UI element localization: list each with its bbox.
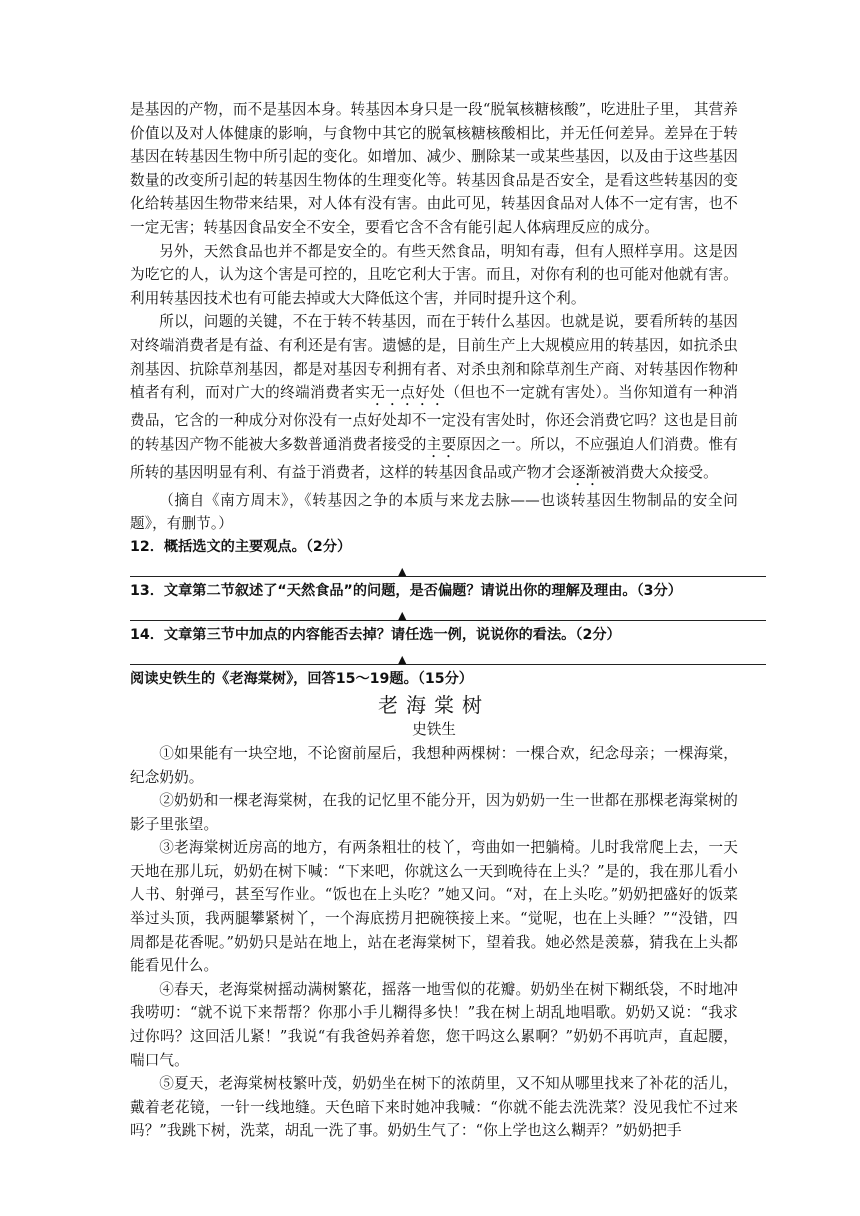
- passage-text: （但也不一定就有害处）。当你知道有一种消费品，它含的一种成分对你没有一点好处却不一定没有害处时，你还会消费它吗？这也是目前的转基因产物不能被大多数普通消费者接受的: [130, 384, 738, 453]
- answer-marker: ▲: [398, 652, 407, 666]
- article-title: 老海棠树: [378, 692, 490, 717]
- passage-paragraph-1: 是基因的产物，而不是基因本身。转基因本身只是一段“脱氧核糖核酸”，吃进肚子里， 其营养价值以及对人体健康的影响，与食物中其它的脱氧核糖核酸相比，并无任何差异。差异在于转基因在转基因生物中所引起的变化。如增加、减少、删除某一或某些基因，以及由于这些基因数量的改变所引起的转基因生物体的生理变化等。转基因食品是否安全，是看这些转基因的变化给转基因生物带来结果，对人体有没有害。由此可见，转基因食品对人体不一定有害，也不一定无害；转基因食品安全不安全，要看它含不含有能引起人体病理反应的成分。: [130, 101, 738, 236]
- article-author: 史铁生: [412, 720, 456, 738]
- question-12: 12．概括选文的主要观点。（2分）: [130, 538, 352, 555]
- answer-line: [130, 558, 738, 580]
- answer-marker: ▲: [398, 608, 407, 622]
- dotted-phrase: 逐渐: [570, 463, 601, 481]
- question-13: 13．文章第二节叙述了“天然食品”的问题，是否偏题？请说出你的理解及理由。（3分）: [130, 582, 682, 599]
- article-paragraph-4: ④春天，老海棠树摇动满树繁花，摇落一地雪似的花瓣。奶奶坐在树下糊纸袋，不时地冲我唠叨：“就不说下来帮帮？你那小手儿糊得多快！”我在树上胡乱地唱歌。奶奶又说：“我求过你吗？这回活儿紧！”我说“有我爸妈养着您，您干吗这么累啊？”奶奶不再吭声，直起腰，喘口气。: [130, 980, 738, 1069]
- answer-line: [130, 602, 738, 624]
- reading-instruction: 阅读史铁生的《老海棠树》，回答15～19题。（15分）: [130, 670, 473, 687]
- article-paragraph-3: ③老海棠树近房高的地方，有两条粗壮的枝丫，弯曲如一把躺椅。儿时我常爬上去，一天天地在那儿玩，奶奶在树下喊：“下来吧，你就这么一天到晚待在上头？”是的，我在那儿看小人书、射弹弓，甚至写作业。“饭也在上头吃？”她又问。“对，在上头吃。”奶奶把盛好的饭菜举过头顶，我两腿攀紧树丫，一个海底捞月把碗筷接上来。“觉呢，也在上头睡？”“没错，四周都是花香呢。”奶奶只是站在地上，站在老海棠树下，望着我。她必然是羡慕，猜我在上头都能看见什么。: [130, 839, 738, 975]
- answer-marker: ▲: [398, 564, 407, 578]
- passage-text: 所以，问题的关键，不在于转不转基因，而在于转什么基因。也就是说，要看所转的基因对终端消费者是有益、有利还是有害。遗憾的是，目前生产上大规模应用的转基因，如抗杀虫剂基因、抗除草剂基因，都是对基因专利拥有者、对杀虫剂和除草剂生产商、对转基因作物种植者有利，而对广大的终端消费者实: [130, 313, 738, 402]
- document-page: [130, 98, 738, 1143]
- passage-text: 被消费大众接受。: [600, 463, 718, 481]
- passage-text: 原因之一。所以，不应强迫人们消费。惟有所转的基因明显有利、有益于消费者，这样的转基因食品或产物才会: [130, 435, 739, 481]
- passage-paragraph-2: 另外，天然食品也并不都是安全的。有些天然食品，明知有毒，但有人照样享用。这是因为吃它的人，认为这个害是可控的，且吃它利大于害。而且，对你有利的也可能对他就有害。利用转基因技术也有可能去掉或大大降低这个害，并同时提升这个利。: [130, 242, 738, 307]
- source-citation: （摘自《南方周末》，《转基因之争的本质与来龙去脉——也谈转基因生物制品的安全问题》，有删节。）: [130, 491, 738, 533]
- article-paragraph-5: ⑤夏天，老海棠树枝繁叶茂，奶奶坐在树下的浓荫里，又不知从哪里找来了补花的活儿，戴着老花镜，一针一线地缝。天色暗下来时她冲我喊：“你就不能去洗洗菜？没见我忙不过来吗？”我跳下树，洗菜，胡乱一洗了事。奶奶生气了：“你上学也这么糊弄？”奶奶把手: [130, 1075, 738, 1140]
- article-paragraph-1: ①如果能有一块空地，不论窗前屋后，我想种两棵树：一棵合欢，纪念母亲；一棵海棠，纪念奶奶。: [130, 744, 738, 786]
- question-14: 14．文章第三节中加点的内容能否去掉？请任选一例，说说你的看法。（2分）: [130, 626, 621, 643]
- dotted-phrase: 主要: [426, 435, 457, 453]
- dotted-phrase: 无一点好处: [370, 384, 446, 402]
- answer-line: [130, 646, 738, 668]
- article-paragraph-2: ②奶奶和一棵老海棠树，在我的记忆里不能分开，因为奶奶一生一世都在那棵老海棠树的影子里张望。: [130, 792, 738, 833]
- passage-paragraph-3: [130, 310, 738, 488]
